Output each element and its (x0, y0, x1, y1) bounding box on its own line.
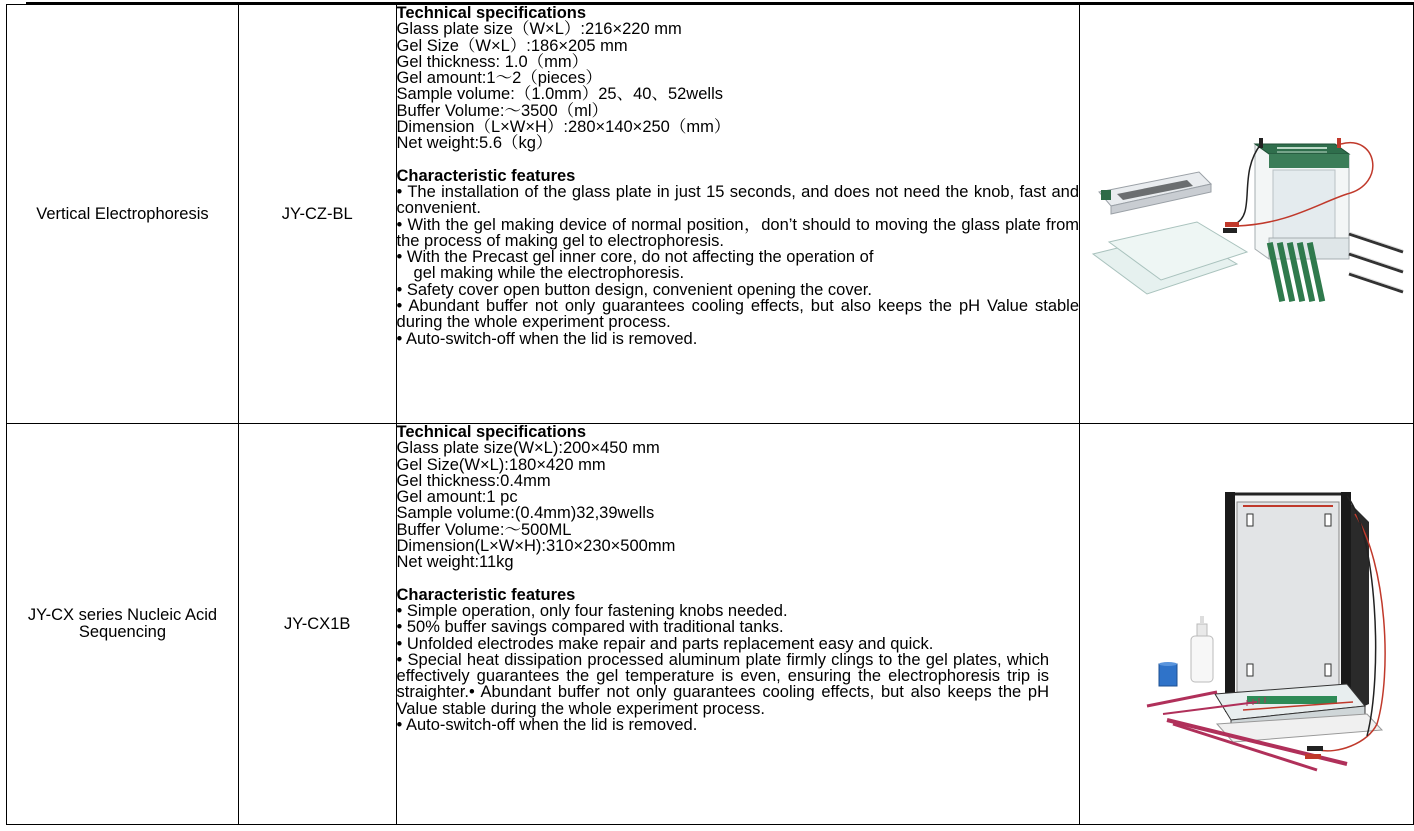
feature-item: • With the gel making device of normal position，don’t should to moving the glass plate from the process of making gel to electrophoresis. (396, 215, 1080, 250)
feature-item: • Special heat dissipation processed aluminum plate firmly clings to the gel plates, which effectively guarantees the gel temperature is even, ensuring the electrophoresis trip is straighter.• Abundant buffer not only guarantees cooling effects, but also keeps the pH Value stable during the whole experiment process. (396, 650, 1050, 718)
spec-line: Glass plate size（W×L）:216×220 mm (396, 20, 682, 39)
sequencing-cell-frame-icon (1225, 492, 1369, 712)
spec-line: Buffer Volume:～3500（ml） (396, 101, 609, 120)
product-name-cell (7, 5, 239, 424)
feature-item: • Abundant buffer not only guarantees cooling effects, but also keeps the pH Value stable during the whole experiment process. (396, 297, 1080, 332)
product-model: JY-CZ-BL (281, 204, 353, 223)
product-model-cell (238, 5, 396, 424)
feature-item: • With the Precast gel inner core, do not affecting the operation of (396, 248, 874, 267)
spec-line: Net weight:5.6（kg） (396, 134, 553, 153)
electrode-strips-icon (1349, 232, 1403, 292)
feature-item: • Auto-switch-off when the lid is removed. (396, 329, 698, 348)
spec-line: Net weight:11kg (396, 553, 514, 572)
spec-line: Gel Size(W×L):180×420 mm (396, 455, 606, 474)
spec-line: Gel amount:1～2（pieces） (396, 69, 602, 88)
feature-item: • Safety cover open button design, convenient opening the cover. (396, 280, 872, 299)
table-row (7, 5, 1414, 424)
spec-line: Gel thickness: 1.0（mm） (396, 52, 589, 71)
feature-item: • 50% buffer savings compared with traditional tanks. (396, 618, 784, 637)
feature-item: • The installation of the glass plate in just 15 seconds, and does not need the knob, fast and convenient. (396, 182, 1080, 218)
sequencing-electrophoresis-cell-photo (1097, 474, 1397, 774)
feature-item: gel making while the electrophoresis. (413, 264, 685, 283)
spec-line: Dimension（L×W×H）:280×140×250（mm） (396, 118, 731, 137)
product-model-cell (238, 424, 396, 825)
product-name: Vertical Electrophoresis (36, 204, 209, 223)
features-heading: Characteristic features (396, 166, 576, 185)
beaker-icon (1159, 662, 1177, 686)
product-image-cell (1080, 5, 1414, 424)
spec-line: Buffer Volume:～500ML (396, 520, 572, 539)
product-spec-table (6, 4, 1414, 825)
feature-item: • Auto-switch-off when the lid is removed. (396, 716, 698, 735)
spec-line: Sample volume:(0.4mm)32,39wells (396, 504, 655, 523)
spec-line: Gel thickness:0.4mm (396, 471, 551, 490)
casting-tray-icon (1099, 172, 1211, 214)
spec-line: Glass plate size(W×L):200×450 mm (396, 439, 660, 458)
features-heading: Characteristic features (396, 585, 576, 604)
spec-line: Gel amount:1 pc (396, 488, 518, 507)
spec-line: Dimension(L×W×H):310×230×500mm (396, 537, 676, 556)
feature-item: • Unfolded electrodes make repair and parts replacement easy and quick. (396, 634, 934, 653)
spec-line: Sample volume:（1.0mm）25、40、52wells (396, 85, 723, 104)
buffer-bottle-icon (1191, 616, 1213, 682)
feature-item: • Simple operation, only four fastening knobs needed. (396, 601, 788, 620)
vertical-electrophoresis-tank-photo (1087, 114, 1407, 314)
product-image-cell (1080, 424, 1414, 825)
spec-heading: Technical specifications (396, 4, 587, 22)
product-description-cell (396, 424, 1080, 825)
table-row (7, 424, 1414, 825)
product-name: JY-CX series Nucleic Acid Sequencing (27, 606, 218, 641)
product-description-cell (396, 5, 1080, 424)
spec-heading: Technical specifications (396, 423, 587, 441)
product-name-cell (7, 424, 239, 825)
spec-line: Gel Size（W×L）:186×205 mm (396, 36, 628, 55)
product-model: JY-CX1B (284, 614, 351, 633)
